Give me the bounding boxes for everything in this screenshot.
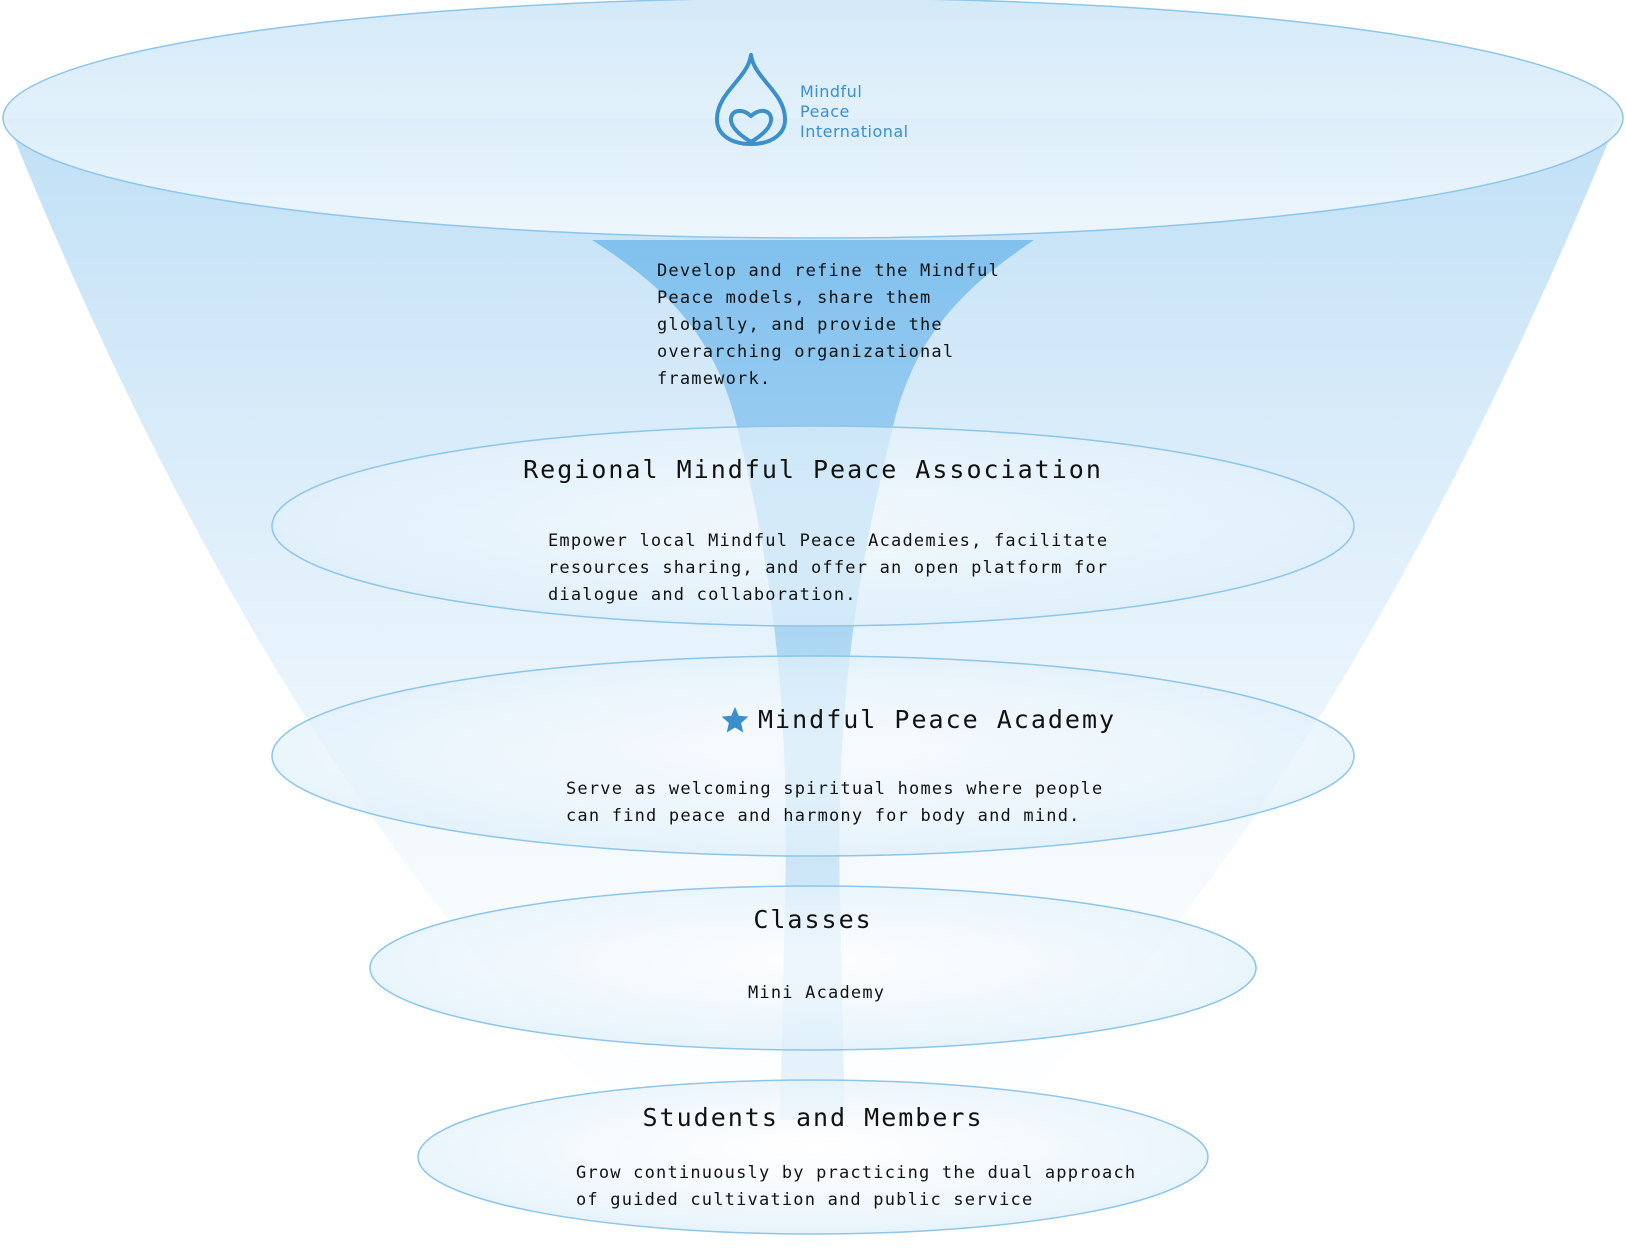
star-icon bbox=[720, 705, 750, 735]
layer-description-international: Develop and refine the Mindful Peace models, share them globally, and provide the overarching organizational framework. bbox=[657, 261, 1001, 389]
layer-title-students: Students and Members bbox=[642, 1103, 984, 1132]
logo-wordmark bbox=[800, 82, 909, 142]
layer-description-regional: Empower local Mindful Peace Academies, facilitate resources sharing, and offer an open platform for dialogue and collaboration. bbox=[548, 531, 1109, 605]
layer-description-classes: Mini Academy bbox=[748, 983, 886, 1003]
logo-line: Peace bbox=[800, 102, 850, 121]
layer-title-classes: Classes bbox=[753, 905, 873, 934]
layer-title-academy: Mindful Peace Academy bbox=[758, 705, 1117, 734]
layer-title-regional: Regional Mindful Peace Association bbox=[523, 455, 1103, 484]
logo-line: Mindful bbox=[800, 82, 863, 101]
layer-description-students: Grow continuously by practicing the dual approach of guided cultivation and public service bbox=[576, 1163, 1137, 1210]
layer-description-academy: Serve as welcoming spiritual homes where people can find peace and harmony for body and mind. bbox=[566, 779, 1104, 826]
logo-line: International bbox=[800, 122, 909, 141]
